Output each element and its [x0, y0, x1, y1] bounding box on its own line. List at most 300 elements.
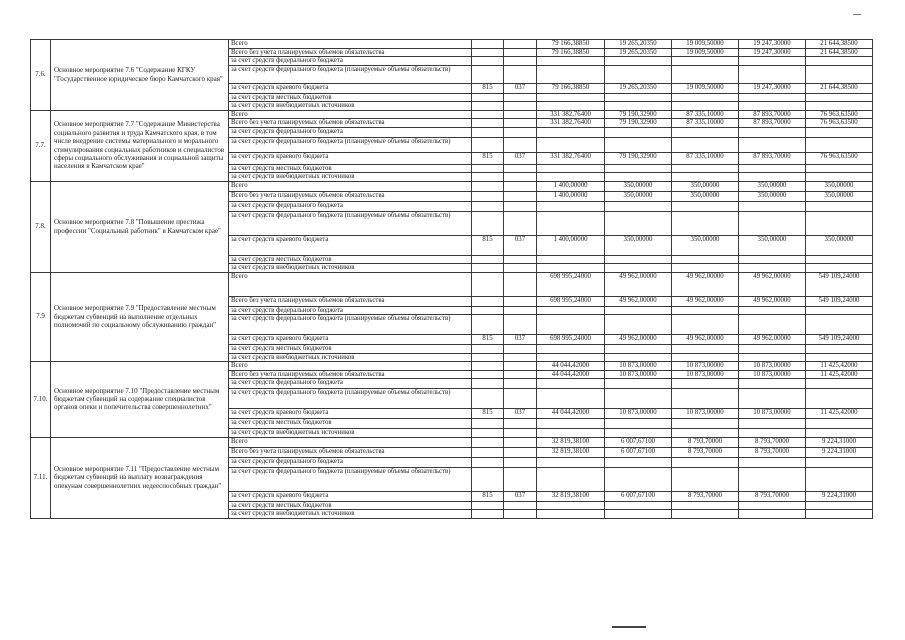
funding-source-label: за счет средств краевого бюджета: [229, 83, 472, 93]
amount-year-4: [806, 255, 873, 264]
budget-code-ministry: 815: [472, 335, 504, 345]
amount-total: [537, 255, 605, 264]
amount-year-4: 549 109,24000: [806, 335, 873, 345]
budget-code-ministry: [472, 370, 504, 379]
budget-code-ministry: 815: [472, 491, 504, 501]
amount-year-3: [739, 315, 806, 335]
amount-year-4: 76 963,63500: [806, 152, 873, 164]
amount-year-3: [739, 264, 806, 273]
amount-year-1: [605, 379, 672, 389]
budget-code-section: [504, 93, 537, 102]
amount-year-4: 9 224,31000: [806, 491, 873, 501]
funding-source-label: Всего: [229, 362, 472, 371]
amount-year-2: [672, 211, 739, 235]
amount-year-3: [739, 379, 806, 389]
amount-year-2: 87 335,10000: [672, 119, 739, 128]
corner-mark: [853, 14, 861, 15]
amount-year-2: 19 009,50000: [672, 48, 739, 57]
amount-year-1: [605, 65, 672, 83]
measure-index: 7.8.: [31, 181, 51, 272]
measure-title: Основное мероприятие 7.7 "Содержание Министерства социального развития и труда Камчатского края, в том числе внедрение системы материального и морального стимулирования социальных работников и специалистов сферы социального обслуживания и социальной защиты населения в Камчатском крае": [51, 110, 229, 181]
amount-year-1: [605, 306, 672, 315]
budget-code-ministry: 815: [472, 83, 504, 93]
amount-year-4: 549 109,24000: [806, 296, 873, 306]
budget-code-ministry: [472, 173, 504, 182]
amount-total: 44 044,42000: [537, 409, 605, 419]
funding-source-label: за счет средств местных бюджетов: [229, 419, 472, 429]
amount-year-2: 49 962,00000: [672, 335, 739, 345]
budget-code-section: [504, 370, 537, 379]
amount-year-2: 19 009,50000: [672, 83, 739, 93]
budget-code-ministry: [472, 447, 504, 457]
amount-total: [537, 164, 605, 173]
budget-code-section: [504, 353, 537, 362]
amount-year-3: 87 893,70000: [739, 152, 806, 164]
amount-total: [537, 419, 605, 429]
amount-year-2: 10 873,00000: [672, 362, 739, 371]
amount-year-4: 11 425,42000: [806, 362, 873, 371]
amount-year-2: [672, 65, 739, 83]
amount-year-3: [739, 57, 806, 66]
amount-year-3: [739, 173, 806, 182]
budget-code-section: 037: [504, 409, 537, 419]
amount-year-2: [672, 419, 739, 429]
amount-year-3: [739, 102, 806, 111]
amount-year-4: [806, 467, 873, 491]
funding-source-label: за счет средств внебюджетных источников: [229, 102, 472, 111]
amount-total: [537, 57, 605, 66]
amount-year-3: 19 247,30000: [739, 40, 806, 49]
amount-year-2: [672, 264, 739, 273]
budget-code-ministry: [472, 40, 504, 49]
budget-code-section: [504, 201, 537, 211]
funding-source-label: за счет средств федерального бюджета (планируемые объемы обязательств): [229, 65, 472, 83]
amount-year-1: 6 007,67100: [605, 437, 672, 447]
amount-year-2: [672, 429, 739, 438]
budget-code-section: 037: [504, 335, 537, 345]
budget-code-section: [504, 272, 537, 296]
amount-year-4: [806, 211, 873, 235]
funding-source-label: за счет средств федерального бюджета: [229, 57, 472, 66]
funding-source-label: Всего без учета планируемых объемов обязательства: [229, 119, 472, 128]
amount-year-4: [806, 429, 873, 438]
budget-code-ministry: [472, 119, 504, 128]
table-row: [31, 437, 873, 447]
budget-code-ministry: [472, 389, 504, 409]
amount-year-4: 21 644,38500: [806, 83, 873, 93]
amount-year-1: [605, 164, 672, 173]
amount-year-2: [672, 389, 739, 409]
amount-total: [537, 173, 605, 182]
amount-total: 32 819,38100: [537, 491, 605, 501]
amount-year-4: 9 224,31000: [806, 447, 873, 457]
budget-code-section: [504, 419, 537, 429]
amount-year-1: 350,00000: [605, 181, 672, 191]
amount-year-1: 79 190,32900: [605, 110, 672, 119]
budget-code-ministry: [472, 201, 504, 211]
amount-year-2: [672, 137, 739, 152]
amount-year-3: 87 893,70000: [739, 119, 806, 128]
amount-year-1: 19 265,20350: [605, 48, 672, 57]
amount-total: [537, 137, 605, 152]
budget-code-section: [504, 296, 537, 306]
amount-year-1: [605, 173, 672, 182]
amount-year-1: 350,00000: [605, 235, 672, 255]
amount-year-4: 9 224,31000: [806, 437, 873, 447]
budget-code-ministry: [472, 345, 504, 354]
budget-code-ministry: [472, 315, 504, 335]
amount-year-4: [806, 510, 873, 519]
amount-year-2: 10 873,00000: [672, 370, 739, 379]
budget-code-ministry: [472, 93, 504, 102]
amount-year-1: 6 007,67100: [605, 491, 672, 501]
amount-year-2: 10 873,00000: [672, 409, 739, 419]
amount-year-2: 8 793,70000: [672, 447, 739, 457]
budget-code-ministry: [472, 181, 504, 191]
funding-source-label: за счет средств федерального бюджета: [229, 127, 472, 137]
amount-total: 1 400,00000: [537, 235, 605, 255]
budget-code-section: [504, 255, 537, 264]
amount-total: [537, 429, 605, 438]
amount-year-4: [806, 457, 873, 467]
amount-year-4: [806, 306, 873, 315]
amount-total: 698 995,24000: [537, 335, 605, 345]
amount-year-1: [605, 345, 672, 354]
budget-code-section: [504, 315, 537, 335]
budget-code-ministry: [472, 362, 504, 371]
amount-year-3: [739, 306, 806, 315]
funding-source-label: за счет средств федерального бюджета (планируемые объемы обязательств): [229, 315, 472, 335]
funding-source-label: Всего: [229, 40, 472, 49]
budget-code-section: [504, 437, 537, 447]
amount-year-3: [739, 255, 806, 264]
funding-source-label: за счет средств краевого бюджета: [229, 491, 472, 501]
budget-code-section: [504, 102, 537, 111]
amount-year-3: 49 962,00000: [739, 335, 806, 345]
measure-title: Основное мероприятие 7.11 "Предоставление местным бюджетам субвенций на выплату вознаграждения опекунам совершеннолетних недееспособных граждан": [51, 437, 229, 518]
budget-code-section: [504, 447, 537, 457]
measure-index: 7.9: [31, 272, 51, 362]
amount-year-2: [672, 467, 739, 491]
amount-year-2: 8 793,70000: [672, 491, 739, 501]
amount-year-3: 8 793,70000: [739, 447, 806, 457]
budget-code-section: [504, 501, 537, 510]
amount-year-3: [739, 93, 806, 102]
amount-year-4: [806, 379, 873, 389]
amount-year-1: 49 962,00000: [605, 296, 672, 306]
budget-table-page: [30, 39, 872, 519]
budget-code-ministry: [472, 127, 504, 137]
budget-code-section: [504, 389, 537, 409]
amount-year-4: [806, 102, 873, 111]
amount-year-2: 49 962,00000: [672, 296, 739, 306]
amount-total: [537, 93, 605, 102]
budget-code-section: [504, 429, 537, 438]
budget-code-section: [504, 119, 537, 128]
budget-code-ministry: [472, 48, 504, 57]
amount-total: [537, 379, 605, 389]
amount-year-3: 8 793,70000: [739, 437, 806, 447]
budget-code-section: [504, 137, 537, 152]
budget-code-section: [504, 191, 537, 201]
amount-year-3: 8 793,70000: [739, 491, 806, 501]
amount-year-3: [739, 457, 806, 467]
amount-year-4: 21 644,38500: [806, 48, 873, 57]
budget-code-ministry: [472, 457, 504, 467]
funding-source-label: за счет средств внебюджетных источников: [229, 429, 472, 438]
amount-year-1: [605, 467, 672, 491]
budget-table-body: [31, 40, 873, 519]
amount-year-1: 10 873,00000: [605, 370, 672, 379]
amount-year-1: 19 265,20350: [605, 83, 672, 93]
budget-code-ministry: [472, 255, 504, 264]
budget-code-ministry: [472, 419, 504, 429]
budget-code-ministry: [472, 164, 504, 173]
amount-year-3: [739, 389, 806, 409]
amount-total: [537, 127, 605, 137]
amount-year-1: [605, 57, 672, 66]
funding-source-label: за счет средств федерального бюджета: [229, 457, 472, 467]
amount-year-2: [672, 501, 739, 510]
amount-total: 44 044,42000: [537, 370, 605, 379]
amount-year-1: [605, 315, 672, 335]
budget-code-section: 037: [504, 152, 537, 164]
amount-year-3: 19 247,30000: [739, 48, 806, 57]
amount-year-4: 549 109,24000: [806, 272, 873, 296]
amount-total: 44 044,42000: [537, 362, 605, 371]
amount-year-2: [672, 353, 739, 362]
amount-year-1: [605, 211, 672, 235]
amount-year-3: [739, 65, 806, 83]
budget-code-ministry: [472, 296, 504, 306]
funding-source-label: за счет средств внебюджетных источников: [229, 510, 472, 519]
amount-year-4: 21 644,38500: [806, 40, 873, 49]
budget-code-section: [504, 57, 537, 66]
amount-year-2: [672, 345, 739, 354]
amount-year-4: [806, 315, 873, 335]
budget-code-ministry: 815: [472, 152, 504, 164]
amount-year-4: [806, 137, 873, 152]
measure-title: Основное мероприятие 7.10 "Предоставление местным бюджетам субвенций на содержание специалистов органов опеки и попечительства совершеннолетних": [51, 362, 229, 438]
funding-source-label: за счет средств федерального бюджета (планируемые объемы обязательств): [229, 389, 472, 409]
amount-total: 32 819,38100: [537, 447, 605, 457]
measure-title: Основное мероприятие 7.8 "Повышение престижа профессии "Социальный работник" в Камчатском крае": [51, 181, 229, 272]
table-row: [31, 272, 873, 296]
budget-code-ministry: [472, 306, 504, 315]
budget-code-section: [504, 181, 537, 191]
amount-year-4: [806, 501, 873, 510]
amount-year-1: 10 873,00000: [605, 362, 672, 371]
amount-total: 79 166,38850: [537, 83, 605, 93]
amount-total: 1 400,00000: [537, 191, 605, 201]
budget-code-ministry: [472, 110, 504, 119]
amount-year-3: 49 962,00000: [739, 272, 806, 296]
funding-source-label: за счет средств местных бюджетов: [229, 501, 472, 510]
funding-source-label: за счет средств внебюджетных источников: [229, 353, 472, 362]
funding-source-label: за счет средств федерального бюджета: [229, 201, 472, 211]
measure-index: 7.10.: [31, 362, 51, 438]
amount-year-1: 49 962,00000: [605, 335, 672, 345]
amount-year-4: 11 425,42000: [806, 409, 873, 419]
amount-year-1: 6 007,67100: [605, 447, 672, 457]
measure-index: 7.11.: [31, 437, 51, 518]
amount-year-3: [739, 137, 806, 152]
funding-source-label: за счет средств федерального бюджета: [229, 306, 472, 315]
funding-source-label: за счет средств местных бюджетов: [229, 345, 472, 354]
amount-year-3: 10 873,00000: [739, 409, 806, 419]
amount-year-1: 350,00000: [605, 191, 672, 201]
amount-year-3: 10 873,00000: [739, 370, 806, 379]
amount-year-3: 350,00000: [739, 235, 806, 255]
funding-source-label: за счет средств краевого бюджета: [229, 409, 472, 419]
funding-source-label: за счет средств внебюджетных источников: [229, 264, 472, 273]
amount-year-1: [605, 457, 672, 467]
amount-year-2: [672, 457, 739, 467]
budget-code-ministry: [472, 102, 504, 111]
amount-year-4: [806, 264, 873, 273]
amount-year-3: [739, 353, 806, 362]
amount-year-4: 76 963,63500: [806, 110, 873, 119]
amount-year-3: 350,00000: [739, 191, 806, 201]
amount-year-2: 350,00000: [672, 191, 739, 201]
amount-year-2: [672, 102, 739, 111]
budget-code-section: [504, 467, 537, 491]
budget-code-section: [504, 457, 537, 467]
amount-year-2: 350,00000: [672, 181, 739, 191]
budget-code-ministry: [472, 510, 504, 519]
amount-year-2: 8 793,70000: [672, 437, 739, 447]
measure-index: 7.7.: [31, 110, 51, 181]
amount-year-2: [672, 164, 739, 173]
amount-year-4: [806, 389, 873, 409]
funding-source-label: за счет средств краевого бюджета: [229, 235, 472, 255]
amount-total: [537, 510, 605, 519]
amount-year-4: 350,00000: [806, 191, 873, 201]
budget-code-section: 037: [504, 83, 537, 93]
funding-source-label: за счет средств федерального бюджета (планируемые объемы обязательств): [229, 211, 472, 235]
amount-total: 79 166,38850: [537, 40, 605, 49]
budget-code-section: [504, 264, 537, 273]
funding-source-label: за счет средств федерального бюджета (планируемые объемы обязательств): [229, 467, 472, 491]
funding-source-label: за счет средств федерального бюджета: [229, 379, 472, 389]
funding-source-label: за счет средств федерального бюджета (планируемые объемы обязательств): [229, 137, 472, 152]
amount-year-3: [739, 419, 806, 429]
measure-index: 7.6.: [31, 40, 51, 111]
amount-year-2: [672, 510, 739, 519]
amount-total: [537, 315, 605, 335]
amount-year-2: [672, 173, 739, 182]
amount-year-3: 19 247,30000: [739, 83, 806, 93]
amount-year-1: [605, 137, 672, 152]
funding-source-label: Всего без учета планируемых объемов обязательства: [229, 447, 472, 457]
amount-year-3: [739, 127, 806, 137]
amount-total: [537, 211, 605, 235]
funding-source-label: за счет средств краевого бюджета: [229, 335, 472, 345]
amount-year-3: 87 893,70000: [739, 110, 806, 119]
budget-code-section: [504, 127, 537, 137]
amount-year-3: [739, 201, 806, 211]
funding-source-label: Всего: [229, 272, 472, 296]
amount-year-3: [739, 345, 806, 354]
amount-total: [537, 467, 605, 491]
amount-year-4: [806, 173, 873, 182]
budget-table: [30, 39, 873, 519]
amount-year-4: [806, 57, 873, 66]
amount-total: 79 166,38850: [537, 48, 605, 57]
measure-title: Основное мероприятие 7.6 "Содержание КГКУ "Государственное юридическое бюро Камчатского края": [51, 40, 229, 111]
amount-total: [537, 457, 605, 467]
amount-total: [537, 102, 605, 111]
budget-code-section: [504, 345, 537, 354]
funding-source-label: за счет средств местных бюджетов: [229, 93, 472, 102]
amount-year-1: [605, 501, 672, 510]
amount-year-4: [806, 345, 873, 354]
funding-source-label: Всего без учета планируемых объемов обязательства: [229, 191, 472, 201]
budget-code-ministry: [472, 501, 504, 510]
funding-source-label: за счет средств местных бюджетов: [229, 164, 472, 173]
amount-year-2: 87 335,10000: [672, 110, 739, 119]
funding-source-label: Всего без учета планируемых объемов обязательства: [229, 296, 472, 306]
budget-code-section: [504, 65, 537, 83]
amount-year-2: 87 335,10000: [672, 152, 739, 164]
amount-total: [537, 353, 605, 362]
amount-year-3: [739, 164, 806, 173]
budget-code-ministry: [472, 65, 504, 83]
amount-total: [537, 264, 605, 273]
amount-total: [537, 389, 605, 409]
amount-total: [537, 65, 605, 83]
amount-total: 331 382,76400: [537, 152, 605, 164]
amount-year-4: [806, 93, 873, 102]
amount-year-3: [739, 467, 806, 491]
amount-year-3: 49 962,00000: [739, 296, 806, 306]
budget-code-ministry: [472, 264, 504, 273]
amount-year-4: [806, 164, 873, 173]
funding-source-label: Всего без учета планируемых объемов обязательства: [229, 370, 472, 379]
amount-total: [537, 201, 605, 211]
amount-year-4: [806, 419, 873, 429]
budget-code-section: [504, 40, 537, 49]
amount-total: [537, 306, 605, 315]
budget-code-section: [504, 164, 537, 173]
amount-year-2: [672, 255, 739, 264]
budget-code-section: 037: [504, 235, 537, 255]
funding-source-label: за счет средств местных бюджетов: [229, 255, 472, 264]
budget-code-ministry: [472, 191, 504, 201]
amount-year-4: [806, 127, 873, 137]
amount-year-1: [605, 127, 672, 137]
amount-year-2: 49 962,00000: [672, 272, 739, 296]
amount-total: 331 382,76400: [537, 110, 605, 119]
budget-code-section: [504, 173, 537, 182]
funding-source-label: Всего: [229, 437, 472, 447]
budget-code-section: [504, 362, 537, 371]
amount-year-1: [605, 510, 672, 519]
budget-code-ministry: [472, 379, 504, 389]
budget-code-ministry: 815: [472, 409, 504, 419]
amount-year-2: [672, 127, 739, 137]
budget-code-ministry: [472, 57, 504, 66]
amount-year-1: [605, 93, 672, 102]
amount-year-1: 79 190,32900: [605, 152, 672, 164]
amount-year-3: [739, 211, 806, 235]
amount-year-4: 350,00000: [806, 235, 873, 255]
amount-year-1: 49 962,00000: [605, 272, 672, 296]
budget-code-ministry: [472, 137, 504, 152]
amount-year-1: [605, 419, 672, 429]
budget-code-section: [504, 379, 537, 389]
amount-year-4: 350,00000: [806, 181, 873, 191]
